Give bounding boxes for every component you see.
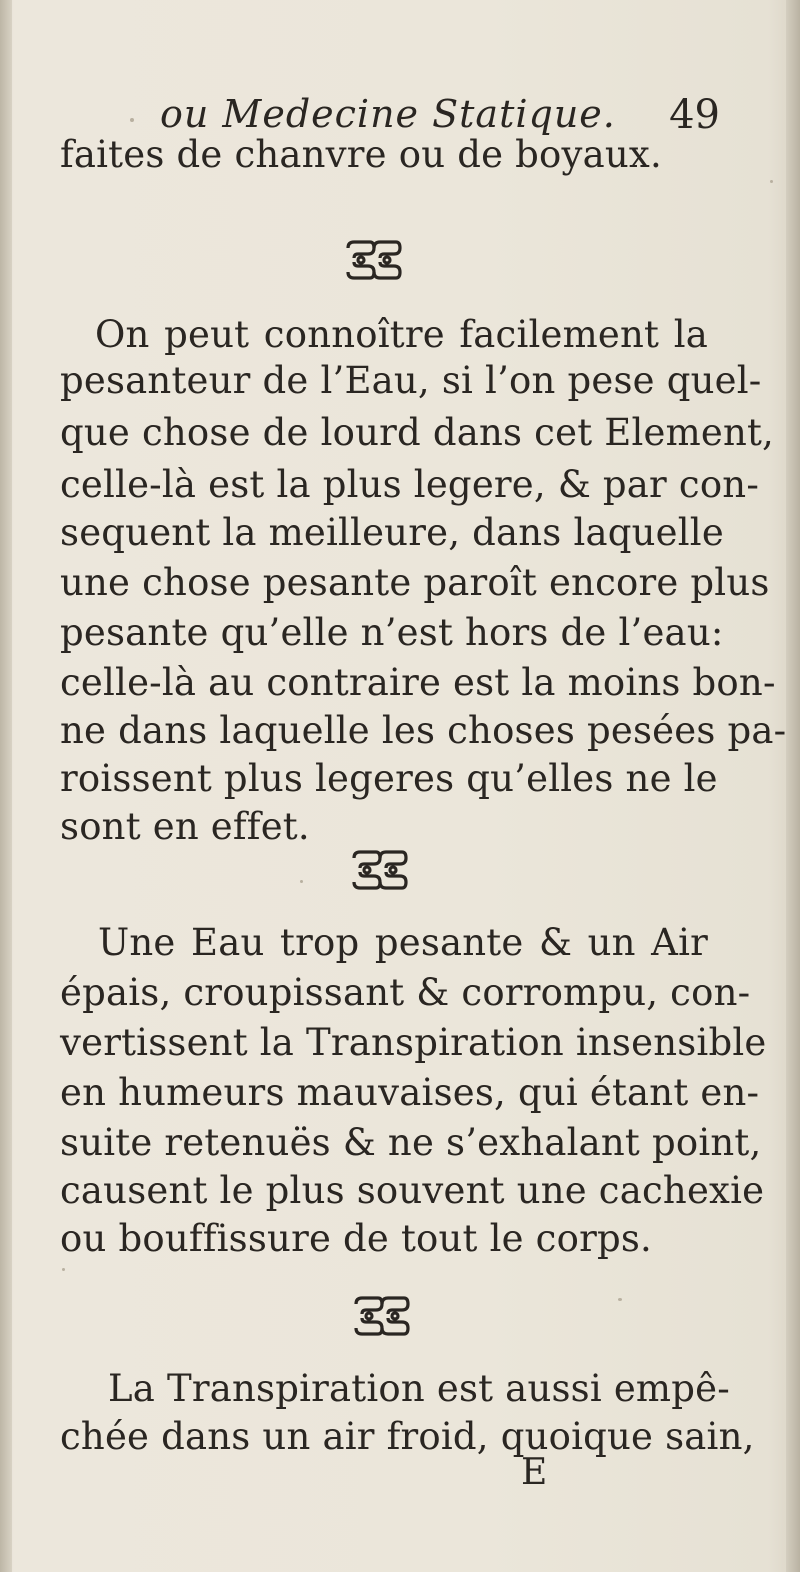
text-line: sont en effet.: [60, 805, 310, 848]
text-line: pesanteur de l’Eau, si l’on pese quel-: [60, 359, 762, 402]
text-line: ne dans laquelle les choses pesées pa-: [60, 709, 787, 752]
text-line: une chose pesante paroît encore plus: [60, 561, 770, 604]
text-line: La Transpiration est aussi empê-: [108, 1367, 730, 1410]
text-line: Une Eau trop pesante & un Air: [98, 921, 708, 964]
printer-fleuron-icon: [344, 240, 404, 280]
text-line: celle-là au contraire est la moins bon-: [60, 661, 776, 704]
text-line: que chose de lourd dans cet Element,: [60, 411, 775, 454]
page-gutter-shadow: [0, 0, 12, 1572]
printer-fleuron-icon: [352, 1296, 412, 1336]
page-edge-shadow: [786, 0, 800, 1572]
text-line: en humeurs mauvaises, qui étant en-: [60, 1071, 760, 1114]
text-line: ou bouffissure de tout le corps.: [60, 1217, 652, 1260]
text-line: sequent la meilleure, dans laquelle: [60, 511, 724, 554]
text-line: chée dans un air froid, quoique sain,: [60, 1415, 755, 1458]
running-head: ou Medecine Statique.: [160, 92, 616, 136]
paper-speck: [300, 880, 303, 883]
text-line: épais, croupissant & corrompu, con-: [60, 971, 751, 1014]
text-line: celle-là est la plus legere, & par con-: [60, 463, 760, 506]
signature-mark: E: [521, 1452, 548, 1493]
paper-speck: [130, 118, 134, 122]
paper-speck: [770, 180, 773, 183]
text-line: vertissent la Transpiration insensible: [60, 1021, 767, 1064]
paper-speck: [618, 1298, 622, 1301]
text-line: roissent plus legeres qu’elles ne le: [60, 757, 718, 800]
text-line: suite retenuës & ne s’exhalant point,: [60, 1121, 762, 1164]
paper-speck: [62, 1268, 65, 1271]
text-line: causent le plus souvent une cachexie: [60, 1169, 765, 1212]
printer-fleuron-icon: [350, 850, 410, 890]
page-number: 49: [669, 92, 720, 138]
text-line: pesante qu’elle n’est hors de l’eau:: [60, 611, 724, 654]
text-line: On peut connoître facilement la: [95, 313, 708, 356]
text-line: faites de chanvre ou de boyaux.: [60, 133, 662, 176]
